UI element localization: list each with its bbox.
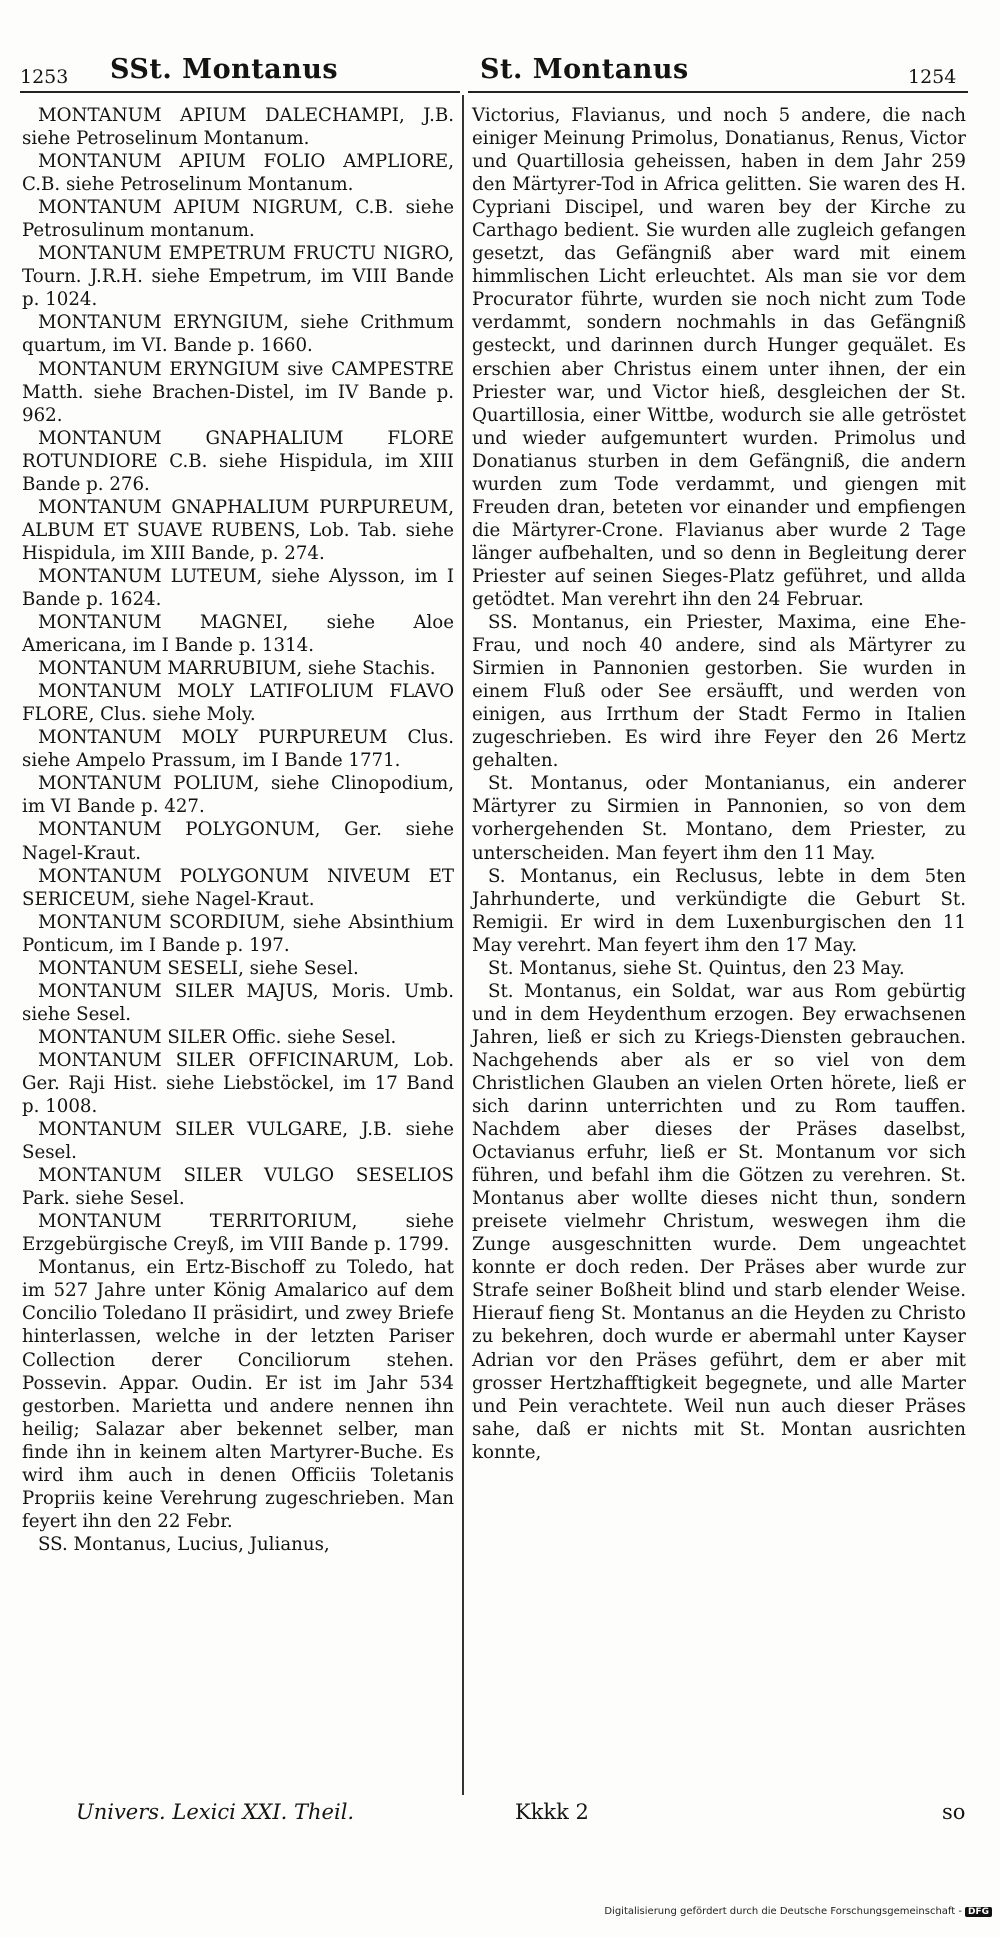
entry: MONTANUM SESELI, siehe Sesel. bbox=[38, 957, 359, 979]
entry: MONTANUM SILER MAJUS, Moris. Umb. siehe Sesel. bbox=[22, 980, 454, 1025]
entry: MONTANUM LUTEUM, siehe Alysson, im I Bande p. 1624. bbox=[22, 565, 454, 610]
entry: MONTANUM APIUM DALECHAMPI, J.B. siehe Petroselinum Montanum. bbox=[22, 105, 454, 150]
entry: MONTANUM MAGNEI, siehe Aloe Americana, im I Bande p. 1314. bbox=[22, 612, 454, 657]
entry: MONTANUM POLIUM, siehe Clinopodium, im VI Bande p. 427. bbox=[22, 773, 454, 818]
dfg-logo: DFG bbox=[965, 1907, 992, 1917]
entry: MONTANUM EMPETRUM FRUCTU NIGRO, Tourn. J.R.H. siehe Empetrum, im VIII Bande p. 1024. bbox=[22, 243, 454, 311]
entry: SS. Montanus, Lucius, Julianus, bbox=[38, 1533, 330, 1555]
volume-note: Univers. Lexici XXI. Theil. bbox=[76, 1800, 355, 1824]
digitization-credit bbox=[604, 1906, 992, 1917]
right-header-rule bbox=[468, 91, 968, 93]
entry: MONTANUM SILER VULGO SESELIOS Park. siehe Sesel. bbox=[22, 1165, 454, 1210]
left-running-title: SSt. Montanus bbox=[110, 54, 339, 85]
entry: MONTANUM SILER Offic. siehe Sesel. bbox=[38, 1026, 397, 1048]
right-running-title: St. Montanus bbox=[480, 54, 689, 85]
left-column bbox=[22, 104, 454, 1556]
entry: S. Montanus, ein Reclusus, lebte in dem 5ten Jahrhunderte, und verkündigte die Geburt St. Remigii. Er wird in dem Luxenburgischen den 11 May verehrt. Man feyert ihm den 17 May. bbox=[472, 865, 966, 956]
entry: St. Montanus, siehe St. Quintus, den 23 May. bbox=[488, 957, 905, 979]
left-header-rule bbox=[20, 91, 460, 93]
entry: MONTANUM ERYNGIUM, siehe Crithmum quartum, im VI. Bande p. 1660. bbox=[22, 312, 454, 357]
entry: MONTANUM POLYGONUM, Ger. siehe Nagel-Kraut. bbox=[22, 819, 454, 864]
entry: St. Montanus, oder Montanianus, ein anderer Märtyrer zu Sirmien in Pannonien, so von dem vorhergehenden St. Montano, dem Priester, zu unterscheiden. Man feyert ihm den 11 May. bbox=[472, 773, 966, 864]
entry: MONTANUM ERYNGIUM sive CAMPESTRE Matth. siehe Brachen-Distel, im IV Bande p. 962. bbox=[22, 358, 454, 426]
entry: MONTANUM TERRITORIUM, siehe Erzgebürgische Creyß, im VIII Bande p. 1799. bbox=[22, 1211, 454, 1256]
entry: MONTANUM APIUM FOLIO AMPLIORE, C.B. siehe Petroselinum Montanum. bbox=[22, 151, 454, 196]
entry: Victorius, Flavianus, und noch 5 andere, die nach einiger Meinung Primolus, Donatianus, Renus, Victor und Quartillosia geheissen, haben in dem Jahr 259 den Märtyrer-Tod in Africa gelitten. Sie waren des H. Cypriani Discipel, und waren bey der Kirche zu Carthago bedient. Sie wurden alle zugleich gefangen gesetzt, das Gefängniß aber ward mit einem himmlischen Licht erleuchtet. Als man sie vor dem Procurator führte, wurden sie noch nicht zum Tode verdammt, sondern nochmahls in das Gefängniß gesteckt, und darinnen durch Hunger gequälet. Es erschien aber Christus einem unter ihnen, der ein Priester war, und Victor hieß, desgleichen der St. Quartillosia, einer Wittbe, wodurch sie alle getröstet und wieder aufgemuntert wurden. Primolus und Donatianus sturben in dem Gefängniß, die andern wurden zum Tode verdammt, und giengen mit Freuden dran, beteten vor einander und empfiengen die Märtyrer-Crone. Flavianus aber wurde 2 Tage länger aufbehalten, und so denn in Begleitung derer Priester auf seinen Sieges-Platz geführet, und allda getödtet. Man verehrt ihn den 24 Februar. bbox=[472, 105, 966, 610]
entry: St. Montanus, ein Soldat, war aus Rom gebürtig und in dem Heydenthum erzogen. Bey erwachsenen Jahren, ließ er sich zu Kriegs-Diensten gebrauchen. Nachgehends aber als er so viel von dem Christlichen Glauben an vielen Orten hörete, ließ er sich darinn unterrichten und zu Rom tauffen. Nachdem aber dieses der Präses daselbst, Octavianus erfuhr, ließ er St. Montanum vor sich führen, und befahl ihm die Götzen zu verehren. St. Montanus aber wollte dieses nicht thun, sondern preisete vielmehr Christum, weswegen ihm die Zunge ausgeschnitten wurde. Dem ungeachtet konnte er doch reden. Der Präses aber wurde zur Strafe seiner Boßheit blind und starb elender Weise. Hierauf fieng St. Montanus an die Heyden zu Christo zu bekehren, doch wurde er abermahl unter Kayser Adrian vor den Präses geführt, dem er aber mit grosser Hertzhafftigkeit begegnete, und alle Marter und Pein verachtete. Weil nun auch dieser Präses sahe, daß er nichts mit St. Montan ausrichten konnte, bbox=[472, 980, 966, 1463]
entry: MONTANUM SILER VULGARE, J.B. siehe Sesel. bbox=[22, 1119, 454, 1164]
entry: MONTANUM GNAPHALIUM FLORE ROTUNDIORE C.B. siehe Hispidula, im XIII Bande p. 276. bbox=[22, 427, 454, 495]
credit-text: Digitalisierung gefördert durch die Deutsche Forschungsgemeinschaft - bbox=[604, 1906, 962, 1917]
entry: MONTANUM APIUM NIGRUM, C.B. siehe Petrosulinum montanum. bbox=[22, 197, 454, 242]
entry: MONTANUM MARRUBIUM, siehe Stachis. bbox=[38, 658, 436, 680]
entry: MONTANUM SCORDIUM, siehe Absinthium Ponticum, im I Bande p. 197. bbox=[22, 911, 454, 956]
entry: MONTANUM MOLY LATIFOLIUM FLAVO FLORE, Clus. siehe Moly. bbox=[22, 681, 454, 726]
left-page-number: 1253 bbox=[20, 66, 69, 88]
right-column bbox=[472, 104, 966, 1464]
entry: SS. Montanus, ein Priester, Maxima, eine Ehe-Frau, und noch 40 andere, sind als Märtyrer zu Sirmien in Pannonien gestorben. Sie wurden in einem Fluß oder See ersäufft, und werden von einigen, aus Irrthum der Stadt Fermo in Italien zugeschrieben. Es wird ihre Feyer den 26 Mertz gehalten. bbox=[472, 612, 966, 772]
signature-mark: Kkkk 2 bbox=[515, 1800, 589, 1824]
entry: MONTANUM MOLY PURPUREUM Clus. siehe Ampelo Prassum, im I Bande 1771. bbox=[22, 727, 454, 772]
column-divider bbox=[462, 95, 464, 1795]
entry: MONTANUM POLYGONUM NIVEUM ET SERICEUM, siehe Nagel-Kraut. bbox=[22, 865, 454, 910]
right-page-number: 1254 bbox=[908, 66, 957, 88]
entry: MONTANUM GNAPHALIUM PURPUREUM, ALBUM ET SUAVE RUBENS, Lob. Tab. siehe Hispidula, im XIII Bande, p. 274. bbox=[22, 496, 454, 564]
entry: Montanus, ein Ertz-Bischoff zu Toledo, hat im 527 Jahre unter König Amalarico auf dem Concilio Toledano II präsidirt, und zwey Briefe hinterlassen, welche in der letzten Pariser Collection derer Conciliorum stehen. Possevin. Appar. Oudin. Er ist im Jahr 534 gestorben. Marietta und andere nennen ihn heilig; Salazar aber bekennet selber, man finde ihn in keinem alten Martyrer-Buche. Es wird ihm auch in denen Officiis Toletanis Propriis keine Verehrung zugeschrieben. Man feyert ihn den 22 Febr. bbox=[22, 1257, 454, 1532]
entry: MONTANUM SILER OFFICINARUM, Lob. Ger. Raji Hist. siehe Liebstöckel, im 17 Band p. 1008. bbox=[22, 1049, 454, 1118]
catchword: so bbox=[942, 1800, 966, 1824]
